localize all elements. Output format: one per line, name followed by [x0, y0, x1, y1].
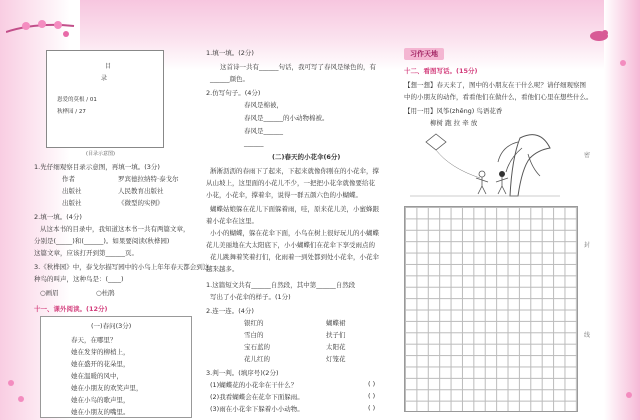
judge-item: (3)雨在小花伞下躲着小小动物。 — [210, 405, 304, 413]
info-value: 《微型的实例》 — [118, 199, 164, 207]
toc-card — [46, 50, 164, 148]
judge-item: (1)蝴蝶花的小花伞在干什么？ — [210, 381, 298, 389]
writing-grid[interactable] — [404, 206, 578, 412]
story-line: 花儿美丽地在大太阳底下，小小蝴蝶们在花伞下享受雨点的 — [206, 241, 375, 249]
match-right-item: 灯笼花 — [326, 355, 346, 363]
story-question-1: 1.这篇短文共有______自然段，其中第______自然段 — [206, 281, 356, 289]
flower-decoration-icon — [626, 392, 632, 398]
imitation-line: 春风是棉被， — [244, 101, 283, 109]
writing-section-tag: 习作天地 — [404, 48, 444, 60]
story-line: 从山坡上，这里面的小花儿不少，一把把小花伞就像要给花 — [206, 179, 375, 187]
cherry-branch-icon — [6, 12, 76, 48]
answer-blank[interactable]: ( ) — [368, 392, 376, 400]
toc-caption: (目录示意图) — [86, 151, 115, 157]
mid-question-1-text: 这首诗一共有______句话，我可写了春风是绿色的，有 — [220, 63, 376, 71]
story-line: 蝴蝶姑娘躲在花儿下面躲着雨，哇，原来花儿美，小蜜蜂跟 — [210, 205, 379, 213]
match-right-item: 太阳花 — [326, 343, 346, 351]
bird-icon — [588, 28, 610, 42]
mid-question-1-text: ______颜色。 — [210, 75, 249, 83]
question-1: 1.先仔细观察目录示意图，再填一填。(3分) — [34, 163, 160, 171]
info-value: 人民教育出版社 — [118, 187, 164, 195]
poem-line: 她在盛开的花朵里， — [71, 360, 130, 368]
poem-line: 她在发芽的柳梢上， — [71, 348, 130, 356]
toc-title: 目 — [105, 63, 112, 70]
question-2-text: 分别是(_____)和(______)。如果要阅读(秋桦园) — [34, 237, 170, 245]
judge-item: (2)我看蝴蝶会在花伞下面躲雨。 — [210, 393, 304, 401]
seal-line-label: 线 — [584, 332, 591, 339]
imitation-line: 春风是______的小动物棉被。 — [244, 114, 329, 122]
match-right-item: 蝴蝶裙 — [326, 319, 346, 327]
mid-question-2: 2.仿写句子。(4分) — [206, 89, 261, 97]
match-left-item: 花儿红的 — [244, 355, 270, 363]
poem-line: 春天，在哪里？ — [71, 336, 117, 344]
match-right-item: 扶子们 — [326, 331, 346, 339]
mid-question-1: 1.填一填。(2分) — [206, 49, 254, 57]
story-line: 小花，小花伞，撑着伞，说得一群五颜六色的小蝴蝶。 — [206, 191, 362, 199]
answer-blank[interactable]: ( ) — [368, 404, 376, 412]
writing-prompt: 【想一想】春天来了，图中的小朋友在干什么呢？请仔细观察图 — [404, 81, 586, 89]
section-11-heading: 十一、课外阅读。(12分) — [34, 305, 108, 313]
info-label: 出版社 — [62, 187, 82, 195]
poem-line: 她在小朋友的嘴里。 — [71, 408, 130, 416]
question-2-text: 这篇文章，应该打开到第______页。 — [34, 249, 138, 257]
story-line: 淅淅沥沥的春雨下了起来，下起来就像你刚在的小花伞，撑 — [210, 167, 379, 175]
story-line: 越来越多。 — [206, 265, 239, 273]
poem-line: 她在小朋友的欢笑声里， — [71, 384, 143, 392]
story-line: 小小的蝴蝶，躲在花伞下面，小鸟在树上很好玩儿的小蝴蝶 — [210, 229, 379, 237]
question-3: 3.《秋桦园》中，泰戈尔描写园中的小鸟上年年春天都会到这一 — [34, 263, 216, 271]
question-2-text: 从这本书的目录中，我知道这本书一共有两篇文章， — [40, 225, 190, 233]
poem-box — [40, 316, 192, 418]
seal-line-label: 封 — [584, 242, 591, 249]
info-label: 出版社 — [62, 199, 82, 207]
poem-line: 她在温暖的风中， — [71, 372, 123, 380]
flower-decoration-icon — [18, 396, 24, 402]
flower-decoration-icon — [8, 380, 14, 386]
match-left-item: 银红的 — [244, 319, 264, 327]
question-2: 2.填一填。(4分) — [34, 213, 82, 221]
option-radio[interactable]: ○画眉 — [40, 289, 59, 297]
seal-line-label: 密 — [584, 152, 591, 159]
info-label: 作者 — [62, 175, 75, 183]
question-3-text: 种鸟的叫声，这种鸟是：(____) — [34, 275, 124, 283]
toc-row: 恩爱的莫根 / 01 — [57, 97, 97, 103]
toc-row: 秋桦园 / 27 — [57, 109, 86, 115]
story-line: 着小花伞在这里。 — [206, 217, 258, 225]
story-question-1-text: 写出了小花伞的样子。(1分) — [210, 293, 291, 301]
word-bank: 柳树 跑 拉 牵 放 — [430, 119, 478, 127]
match-left-item: 宝石蓝的 — [244, 343, 270, 351]
kite-scene-illustration — [410, 128, 560, 198]
imitation-line: 春风是______ — [244, 127, 283, 135]
writing-prompt: 【用一用】风筝(zhēng) 鸟语花香 — [404, 107, 503, 115]
match-left-item: 雪白的 — [244, 331, 264, 339]
flower-decoration-icon — [620, 60, 626, 66]
story-line: 花儿跳舞着笑着打们，化雨着一到处都到处小花伞，小花伞 — [210, 253, 379, 261]
writing-prompt: 中的小朋友的动作，看看他们在做什么，看他们心里在想些什么。 — [404, 93, 593, 101]
poem-title: (一)春问(3分) — [91, 322, 132, 330]
info-value: 罗宾德拉纳特·泰戈尔 — [118, 175, 179, 183]
poem-line: 她在小鸟的歌声里， — [71, 396, 130, 404]
imitation-line: ______ — [244, 139, 264, 147]
story-question-2: 2.连一连。(4分) — [206, 307, 254, 315]
answer-blank[interactable]: ( ) — [368, 380, 376, 388]
section-12-heading: 十二、看图写话。(15分) — [404, 67, 478, 75]
option-radio[interactable]: ○杜鹃 — [96, 289, 115, 297]
toc-subtitle: 录 — [101, 75, 108, 82]
story-question-3: 3.判一判。(填序号)(2分) — [206, 369, 279, 377]
story-title: (二)春天的小花伞(6分) — [272, 153, 341, 161]
